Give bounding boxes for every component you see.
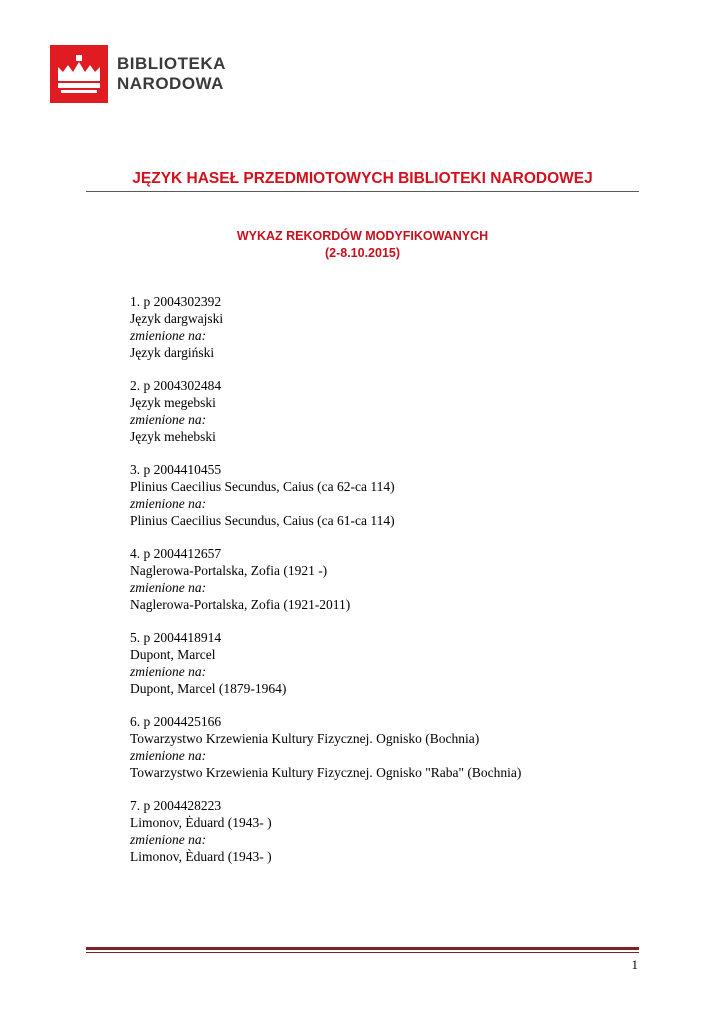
record-old-heading: Naglerowa-Portalska, Zofia (1921 -) — [130, 563, 328, 578]
footer-divider-thin — [86, 952, 639, 953]
page-number: 1 — [631, 957, 638, 972]
crown-icon — [50, 45, 108, 103]
record-id: 1. p 2004302392 — [130, 294, 222, 309]
record-new-heading: Naglerowa-Portalska, Zofia (1921-2011) — [130, 597, 351, 612]
record-id: 2. p 2004302484 — [130, 378, 222, 393]
record-old-heading: Dupont, Marcel — [130, 647, 216, 662]
footer-divider — [86, 947, 639, 950]
record-item — [130, 377, 650, 445]
record-new-heading: Język mehebski — [130, 429, 216, 444]
record-changed-label: zmienione na: — [130, 580, 207, 595]
logo-line-2: NARODOWA — [117, 74, 224, 93]
record-old-heading: Język megebski — [130, 395, 216, 410]
record-item — [130, 629, 650, 697]
title-divider — [86, 191, 639, 192]
record-new-heading: Limonov, Èduard (1943- ) — [130, 849, 272, 864]
subtitle-date-range: (2-8.10.2015) — [324, 246, 401, 260]
record-changed-label: zmienione na: — [130, 832, 207, 847]
record-old-heading: Język dargwajski — [130, 311, 224, 326]
records-list — [130, 293, 650, 881]
record-changed-label: zmienione na: — [130, 748, 207, 763]
record-id: 7. p 2004428223 — [130, 798, 222, 813]
record-id: 3. p 2004410455 — [130, 462, 222, 477]
library-logo — [50, 45, 226, 103]
record-item — [130, 545, 650, 613]
record-new-heading: Dupont, Marcel (1879-1964) — [130, 681, 287, 696]
record-old-heading: Plinius Caecilius Secundus, Caius (ca 62-ca 114) — [130, 479, 395, 494]
record-item — [130, 293, 650, 361]
document-subtitle — [86, 228, 639, 262]
record-changed-label: zmienione na: — [130, 412, 207, 427]
logo-wordmark — [117, 54, 226, 94]
record-old-heading: Limonov, Ėduard (1943- ) — [130, 815, 272, 830]
record-new-heading: Towarzystwo Krzewienia Kultury Fizycznej. Ognisko "Raba" (Bochnia) — [130, 765, 522, 780]
record-item — [130, 713, 650, 781]
document-title: JĘZYK HASEŁ PRZEDMIOTOWYCH BIBLIOTEKI NARODOWEJ — [132, 170, 593, 187]
record-item — [130, 797, 650, 865]
subtitle-line-1: WYKAZ REKORDÓW MODYFIKOWANYCH — [236, 229, 489, 243]
record-changed-label: zmienione na: — [130, 496, 207, 511]
record-id: 6. p 2004425166 — [130, 714, 222, 729]
record-new-heading: Język dargiński — [130, 345, 215, 360]
logo-line-1: BIBLIOTEKA — [117, 54, 226, 73]
record-id: 5. p 2004418914 — [130, 630, 222, 645]
record-id: 4. p 2004412657 — [130, 546, 222, 561]
record-old-heading: Towarzystwo Krzewienia Kultury Fizycznej. Ognisko (Bochnia) — [130, 731, 480, 746]
record-changed-label: zmienione na: — [130, 328, 207, 343]
record-item — [130, 461, 650, 529]
record-changed-label: zmienione na: — [130, 664, 207, 679]
record-new-heading: Plinius Caecilius Secundus, Caius (ca 61-ca 114) — [130, 513, 395, 528]
